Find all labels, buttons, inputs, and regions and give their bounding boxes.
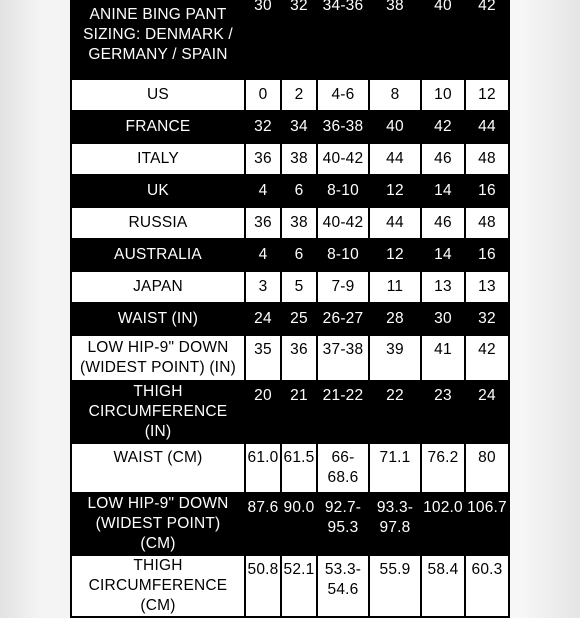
table-row <box>71 207 509 239</box>
header-cell: 38 <box>369 0 421 79</box>
table-cell: 66-68.6 <box>317 443 369 493</box>
table-cell: 0 <box>245 79 281 111</box>
table-cell: 53.3-54.6 <box>317 555 369 617</box>
table-cell: 10 <box>421 79 465 111</box>
row-label: LOW HIP-9" DOWN (WIDEST POINT) (CM) <box>71 493 245 555</box>
table-cell: 38 <box>281 143 317 175</box>
table-cell: 32 <box>245 111 281 143</box>
table-cell: 39 <box>369 335 421 381</box>
table-cell: 35 <box>245 335 281 381</box>
table-cell: 8-10 <box>317 175 369 207</box>
row-label: WAIST (IN) <box>71 303 245 335</box>
header-cell: 42 <box>465 0 509 79</box>
table-cell: 71.1 <box>369 443 421 493</box>
header-label: ANINE BING PANT SIZING: DENMARK / GERMANY / SPAIN <box>71 0 245 79</box>
table-cell: 58.4 <box>421 555 465 617</box>
row-label: AUSTRALIA <box>71 239 245 271</box>
table-row <box>71 175 509 207</box>
header-row <box>71 0 509 79</box>
table-cell: 40-42 <box>317 143 369 175</box>
table-cell: 40 <box>369 111 421 143</box>
table-cell: 28 <box>369 303 421 335</box>
table-cell: 6 <box>281 175 317 207</box>
table-cell: 48 <box>465 143 509 175</box>
table-cell: 60.3 <box>465 555 509 617</box>
table-cell: 42 <box>421 111 465 143</box>
table-cell: 6 <box>281 239 317 271</box>
table-cell: 4-6 <box>317 79 369 111</box>
table-cell: 106.7 <box>465 493 509 555</box>
table-cell: 7-9 <box>317 271 369 303</box>
table-cell: 4 <box>245 239 281 271</box>
table-cell: 8 <box>369 79 421 111</box>
table-cell: 32 <box>465 303 509 335</box>
table-row <box>71 335 509 381</box>
table-row <box>71 143 509 175</box>
table-cell: 16 <box>465 175 509 207</box>
table-cell: 36-38 <box>317 111 369 143</box>
row-label: US <box>71 79 245 111</box>
row-label: WAIST (CM) <box>71 443 245 493</box>
table-cell: 55.9 <box>369 555 421 617</box>
table-row <box>71 493 509 555</box>
table-cell: 21-22 <box>317 381 369 443</box>
table-cell: 16 <box>465 239 509 271</box>
table-cell: 52.1 <box>281 555 317 617</box>
table-cell: 34 <box>281 111 317 143</box>
row-label: THIGH CIRCUMFERENCE (CM) <box>71 555 245 617</box>
table-cell: 44 <box>369 143 421 175</box>
table-row <box>71 111 509 143</box>
table-cell: 14 <box>421 239 465 271</box>
table-row <box>71 443 509 493</box>
row-label: LOW HIP-9" DOWN (WIDEST POINT) (IN) <box>71 335 245 381</box>
row-label: ITALY <box>71 143 245 175</box>
size-chart-sheet <box>70 0 508 614</box>
table-row <box>71 303 509 335</box>
table-cell: 44 <box>369 207 421 239</box>
table-cell: 36 <box>281 335 317 381</box>
table-cell: 46 <box>421 143 465 175</box>
row-label: JAPAN <box>71 271 245 303</box>
table-cell: 92.7-95.3 <box>317 493 369 555</box>
table-row <box>71 271 509 303</box>
table-row <box>71 79 509 111</box>
table-cell: 4 <box>245 175 281 207</box>
table-cell: 44 <box>465 111 509 143</box>
table-cell: 5 <box>281 271 317 303</box>
table-cell: 102.0 <box>421 493 465 555</box>
table-cell: 93.3-97.8 <box>369 493 421 555</box>
table-cell: 12 <box>369 239 421 271</box>
table-cell: 25 <box>281 303 317 335</box>
table-cell: 3 <box>245 271 281 303</box>
size-chart-table <box>70 0 510 618</box>
row-label: UK <box>71 175 245 207</box>
table-cell: 61.0 <box>245 443 281 493</box>
header-cell: 40 <box>421 0 465 79</box>
table-cell: 8-10 <box>317 239 369 271</box>
table-row <box>71 555 509 617</box>
row-label: RUSSIA <box>71 207 245 239</box>
table-row <box>71 239 509 271</box>
header-cell: 32 <box>281 0 317 79</box>
table-cell: 42 <box>465 335 509 381</box>
table-cell: 2 <box>281 79 317 111</box>
table-cell: 14 <box>421 175 465 207</box>
table-cell: 38 <box>281 207 317 239</box>
table-cell: 21 <box>281 381 317 443</box>
table-cell: 26-27 <box>317 303 369 335</box>
row-label: THIGH CIRCUMFERENCE (IN) <box>71 381 245 443</box>
table-cell: 23 <box>421 381 465 443</box>
table-cell: 61.5 <box>281 443 317 493</box>
table-cell: 36 <box>245 207 281 239</box>
table-cell: 12 <box>369 175 421 207</box>
table-cell: 36 <box>245 143 281 175</box>
table-cell: 40-42 <box>317 207 369 239</box>
table-cell: 87.6 <box>245 493 281 555</box>
table-cell: 30 <box>421 303 465 335</box>
table-cell: 24 <box>245 303 281 335</box>
table-cell: 37-38 <box>317 335 369 381</box>
table-cell: 50.8 <box>245 555 281 617</box>
table-cell: 41 <box>421 335 465 381</box>
table-cell: 46 <box>421 207 465 239</box>
header-cell: 30 <box>245 0 281 79</box>
table-cell: 24 <box>465 381 509 443</box>
header-cell: 34-36 <box>317 0 369 79</box>
table-cell: 90.0 <box>281 493 317 555</box>
table-row <box>71 381 509 443</box>
table-cell: 20 <box>245 381 281 443</box>
table-cell: 11 <box>369 271 421 303</box>
table-cell: 80 <box>465 443 509 493</box>
table-cell: 13 <box>465 271 509 303</box>
table-cell: 13 <box>421 271 465 303</box>
row-label: FRANCE <box>71 111 245 143</box>
table-cell: 22 <box>369 381 421 443</box>
table-cell: 12 <box>465 79 509 111</box>
table-cell: 48 <box>465 207 509 239</box>
table-cell: 76.2 <box>421 443 465 493</box>
